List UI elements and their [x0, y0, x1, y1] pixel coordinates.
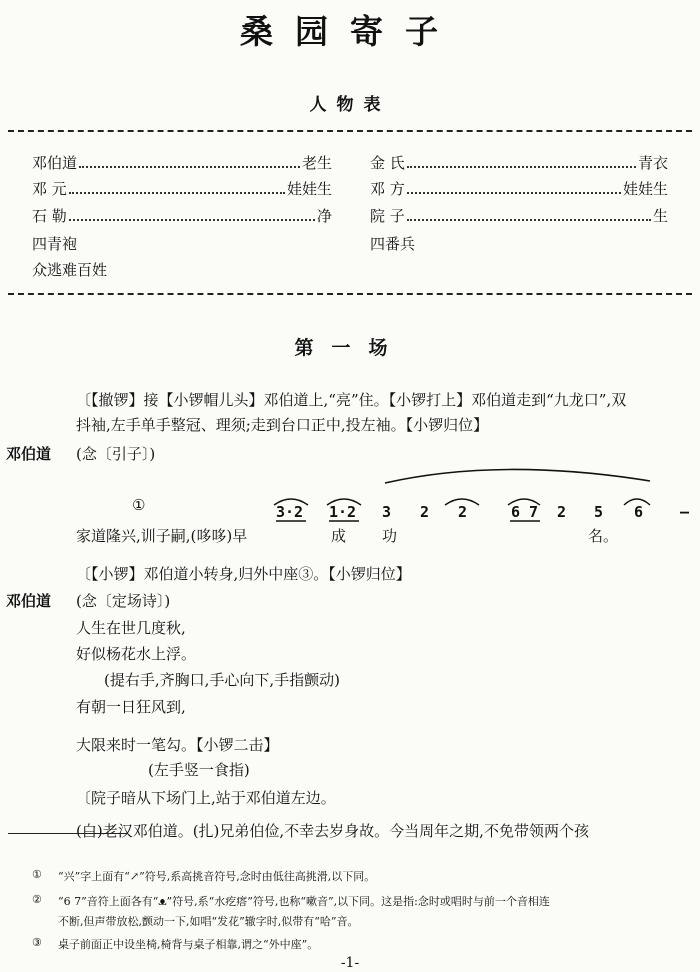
cast-extra-item: 四番兵 — [370, 235, 416, 253]
footnote-text: 桌子前面正中设坐椅,椅背与桌子相靠,谓之“外中座”。 — [58, 938, 319, 951]
gesture-note: (左手竖一食指) — [148, 761, 250, 779]
score-note: 6 — [634, 503, 644, 521]
cast-role: 老生 — [301, 154, 332, 172]
cast-extra-item: 众逃难百姓 — [32, 261, 108, 279]
recitation-mode: (念〔定场诗〕) — [76, 592, 171, 610]
score-note: 2 — [458, 503, 468, 521]
score-note: 5 — [594, 503, 604, 521]
leader-dots — [407, 219, 651, 221]
leader-dots — [69, 219, 315, 221]
cast-role: 生 — [652, 207, 668, 225]
lyric-syllable: 名。 — [588, 527, 619, 545]
stage-direction: 〔【小锣】邓伯道小转身,归外中座③。【小锣归位】 — [76, 565, 411, 583]
lyric-line: 家道隆兴,训子嗣,(哆哆)早 — [76, 527, 248, 545]
page-title: 桑园寄子 — [240, 12, 460, 51]
score-dash: — — [680, 503, 690, 521]
score-note: 3 — [382, 503, 392, 521]
cast-name: 院 子 — [370, 207, 405, 225]
score-note: 1·2 — [329, 503, 357, 521]
cast-role: 青衣 — [637, 154, 668, 172]
lyric-syllable: 成 — [331, 527, 347, 545]
divider-bottom — [8, 293, 692, 295]
cast-role: 娃娃生 — [622, 180, 668, 198]
cast-item — [370, 152, 668, 173]
speaker-label: 邓伯道 — [6, 592, 52, 610]
footnote-text: 不断,但声带放松,颤动一下,如唱“发花”辙字时,似带有“哈”音。 — [58, 915, 359, 928]
page-number: -1- — [340, 955, 360, 971]
footnote-mark: ③ — [32, 936, 42, 949]
cast-item — [32, 178, 332, 199]
poem-line: 好似杨花水上浮。 — [76, 645, 197, 663]
footnote-text: “6 7”音符上面各有“ᴥ”符号,系“水疙瘩”符号,也称“嗽音”,以下同。这是指:念时或唱时与前一个音相连 — [58, 895, 550, 908]
poem-line: 有朝一日狂风到, — [76, 698, 186, 716]
phrase-slur — [385, 469, 650, 483]
poem-line: 人生在世几度秋, — [76, 619, 186, 637]
cast-item — [370, 205, 668, 226]
footnote-mark: ② — [32, 893, 42, 906]
footnote-text: “兴”字上面有“↗”符号,系高挑音符号,念时由低往高挑滑,以下同。 — [58, 870, 376, 883]
stage-direction: 抖袖,左手单手整冠、理须;走到台口正中,投左袖。【小锣归位】 — [76, 416, 489, 434]
cast-item — [370, 178, 668, 199]
gesture-note: (提右手,齐胸口,手心向下,手指颤动) — [104, 671, 341, 689]
speaker-label: 邓伯道 — [6, 445, 52, 463]
recitation-mode: (念〔引子〕) — [76, 445, 156, 463]
score-note: 6 7 — [511, 503, 539, 521]
cast-heading: 人物表 — [309, 95, 391, 115]
cast-item — [32, 152, 332, 173]
divider-top — [8, 130, 692, 132]
cast-role: 娃娃生 — [286, 180, 332, 198]
cast-name: 邓伯道 — [32, 154, 78, 172]
footnote-marker: ① — [132, 496, 146, 514]
cast-name: 邓 元 — [32, 180, 67, 198]
stage-direction: 〔【撤锣】接【小锣帽儿头】邓伯道上,“亮”住。【小锣打上】邓伯道走到“九龙口”,双 — [76, 391, 627, 409]
cast-name: 金 氏 — [370, 154, 405, 172]
leader-dots — [79, 166, 300, 168]
cast-name: 石 勒 — [32, 207, 67, 225]
cast-extra-item: 四青袍 — [32, 235, 78, 253]
score-note: 2 — [557, 503, 567, 521]
scene-title: 第一场 — [294, 337, 406, 359]
stage-direction: 〔院子暗从下场门上,站于邓伯道左边。 — [76, 789, 336, 807]
lyric-syllable: 功 — [382, 527, 398, 545]
footnote-rule — [8, 833, 128, 834]
score-note: 3·2 — [276, 503, 304, 521]
leader-dots — [407, 192, 621, 194]
leader-dots — [69, 192, 285, 194]
cast-item — [32, 205, 332, 226]
footnote-mark: ① — [32, 868, 42, 881]
poem-line: 大限来时一笔勾。【小锣二击】 — [76, 736, 279, 754]
dialogue-line: (白)老汉邓伯道。(扎)兄弟伯俭,不幸去岁身故。今当周年之期,不免带领两个孩 — [76, 822, 589, 840]
cast-role: 净 — [316, 207, 332, 225]
cast-name: 邓 方 — [370, 180, 405, 198]
leader-dots — [407, 166, 636, 168]
score-note: 2 — [420, 503, 430, 521]
